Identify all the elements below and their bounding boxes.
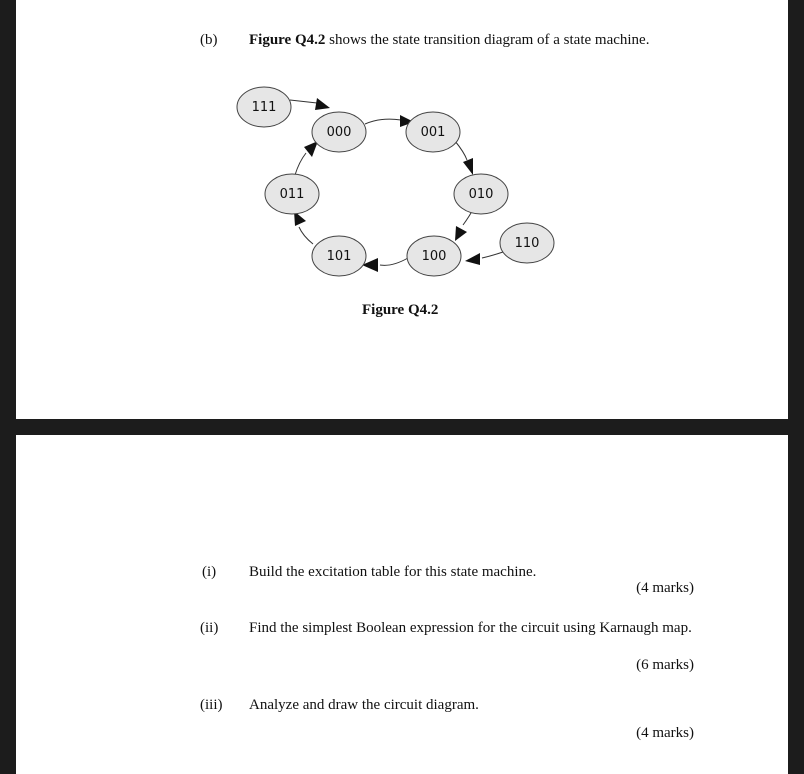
state-110: [500, 223, 554, 263]
question-1-marks: (4 marks): [636, 580, 694, 596]
arrowhead-011-000: [304, 141, 318, 157]
page-bottom: [16, 435, 788, 774]
arrowhead-111-000: [315, 98, 330, 110]
edge-111-000: [290, 100, 317, 103]
state-101-label: 101: [326, 249, 352, 264]
state-010-label: 010: [468, 187, 494, 202]
question-1-text: Build the excitation table for this state machine.: [249, 564, 537, 580]
intro-text: shows the state transition diagram of a state machine.: [325, 32, 650, 48]
edge-110-100: [482, 252, 503, 258]
edge-100-101: [380, 258, 408, 265]
edge-011-000: [295, 153, 306, 175]
state-011: [265, 174, 319, 214]
question-3-number: (iii): [200, 697, 223, 713]
state-100: [407, 236, 461, 276]
state-001-label: 001: [420, 125, 446, 140]
question-3-text: Analyze and draw the circuit diagram.: [249, 697, 479, 713]
question-1-number: (i): [202, 564, 217, 580]
part-label: (b): [200, 32, 218, 48]
state-000-label: 000: [326, 125, 352, 140]
figure-ref: Figure Q4.2: [249, 32, 326, 48]
state-111-label: 111: [251, 100, 277, 115]
arrowhead-001-010: [463, 158, 473, 175]
edge-101-011: [299, 227, 313, 244]
state-101: [312, 236, 366, 276]
state-diagram: [16, 0, 788, 300]
edge-001-010: [455, 141, 467, 160]
state-011-label: 011: [279, 187, 305, 202]
arrowhead-010-100: [455, 226, 467, 241]
state-100-label: 100: [421, 249, 447, 264]
page-top: [16, 0, 788, 419]
state-110-label: 110: [514, 236, 540, 251]
state-000: [312, 112, 366, 152]
state-010: [454, 174, 508, 214]
state-001: [406, 112, 460, 152]
question-2-text: Find the simplest Boolean expression for the circuit using Karnaugh map.: [249, 620, 692, 636]
question-2-marks: (6 marks): [636, 657, 694, 673]
arrowhead-110-100: [465, 253, 480, 265]
figure-caption: Figure Q4.2: [362, 302, 439, 318]
edge-000-001: [365, 119, 401, 124]
question-3-marks: (4 marks): [636, 725, 694, 741]
state-111: [237, 87, 291, 127]
question-2-number: (ii): [200, 620, 219, 636]
